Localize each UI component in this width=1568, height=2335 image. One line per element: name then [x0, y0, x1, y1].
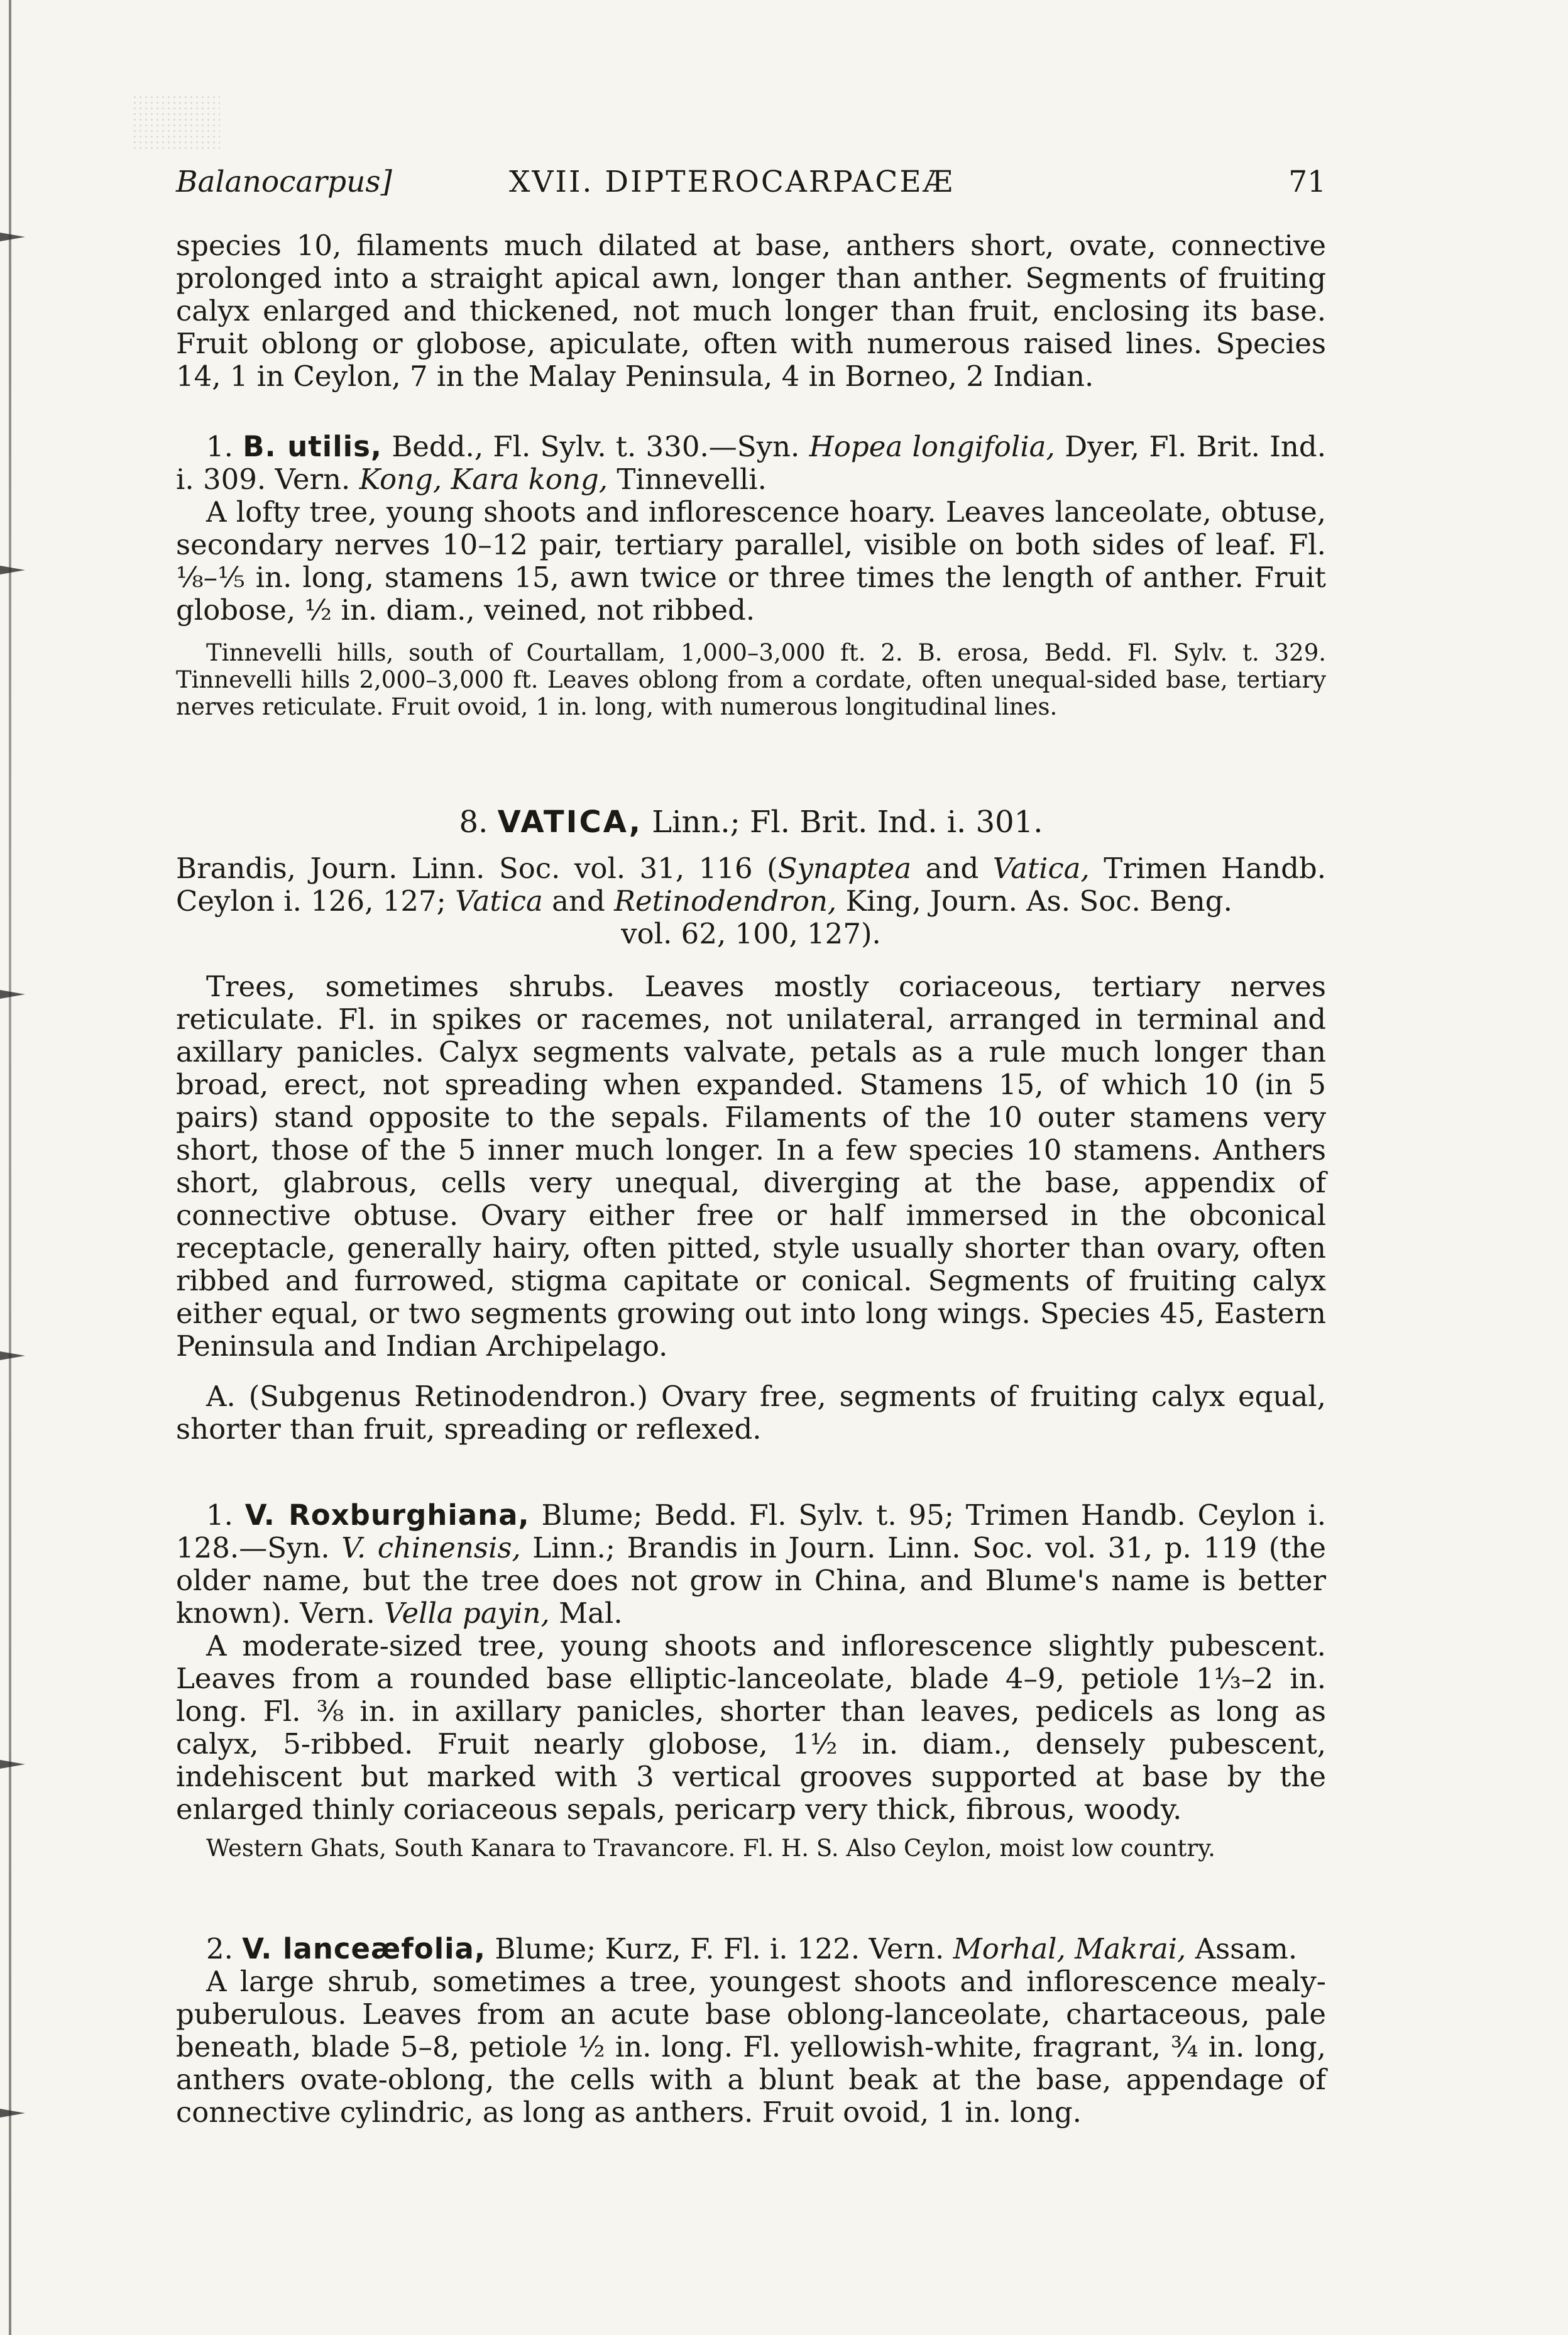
vernacular-name: Morhal, Makrai, — [953, 1932, 1187, 1965]
species-description: A large shrub, sometimes a tree, youngest shoots and inflorescence mealy-puberulous. Leaves from an acute base oblong-lanceolate, chartaceous, pale beneath, blade 5–8, petiole ½ in. long. Fl. yellowish-white, fragrant, ¾ in. long, anthers ovate-oblong, the cells with a blunt beak at the base, appendage of connective cylindric, as long as anthers. Fruit ovoid, 1 in. long. — [176, 1965, 1326, 2129]
distribution-note: Tinnevelli hills, south of Courtallam, 1,000–3,000 ft. 2. B. erosa, Bedd. Fl. Sylv. t. 329. Tinnevelli hills 2,000–3,000 ft. Leaves oblong from a cordate, often unequal-sided base, tertiary nerves reticulate. Fruit ovoid, 1 in. long, with numerous longitudinal lines. — [176, 639, 1326, 720]
binding-mark — [0, 1760, 25, 1769]
genus-references-end: vol. 62, 100, 127). — [621, 917, 881, 950]
synonym-name: Hopea longifolia, — [809, 430, 1055, 463]
subgenus-key: A. (Subgenus Retinodendron.) Ovary free, segments of fruiting calyx equal, shorter than fruit, spreading or reflexed. — [176, 1380, 1326, 1446]
genus-vatica — [176, 803, 1326, 1446]
genus-description-continued — [176, 229, 1326, 393]
species-number: 1. — [206, 430, 233, 463]
binding-mark — [0, 990, 25, 999]
species-name: V. lanceæfolia, — [242, 1932, 486, 1965]
species-citation: 1. V. Roxburghiana, Blume; Bedd. Fl. Sylv. t. 95; Trimen Handb. Ceylon i. 128.—Syn. V. chinensis, Linn.; Brandis in Journ. Linn. Soc. vol. 31, p. 119 (the older name, but the tree does not grow in China, and Blume's name is better known). Vern. Vella payin, Mal. — [176, 1498, 1326, 1630]
vernacular-name: Vella payin, — [384, 1596, 550, 1630]
scan-noise — [132, 94, 220, 151]
header-section: Balanocarpus] — [176, 165, 392, 199]
binding-mark — [0, 566, 25, 574]
header-family: XVII. DIPTEROCARPACEÆ — [509, 165, 955, 199]
species-name: B. utilis, — [243, 430, 382, 463]
species-citation: 2. V. lanceæfolia, Blume; Kurz, F. Fl. i. 122. Vern. Morhal, Makrai, Assam. — [206, 1932, 1298, 1965]
species-entry-v-roxburghiana — [176, 1499, 1326, 1862]
genus-authority: Linn.; Fl. Brit. Ind. i. 301. — [652, 805, 1043, 840]
species-description: A lofty tree, young shoots and inflorescence hoary. Leaves lanceolate, obtuse, secondary nerves 10–12 pair, tertiary parallel, visible on both sides of leaf. Fl. ⅛–⅕ in. long, stamens 15, awn twice or three times the length of anther. Fruit globose, ½ in. diam., veined, not ribbed. — [176, 495, 1326, 627]
binding-edge — [9, 0, 11, 2335]
species-number: 2. — [206, 1932, 233, 1965]
species-entry-b-utilis — [176, 431, 1326, 720]
genus-references: Brandis, Journ. Linn. Soc. vol. 31, 116 (Synaptea and Vatica, Trimen Handb. Ceylon i. 126, 127; Vatica and Retinodendron, King, Journ. As. Soc. Beng. — [176, 852, 1326, 918]
species-name: V. Roxburghiana, — [244, 1498, 530, 1532]
page-number: 71 — [1288, 165, 1326, 199]
species-entry-v-lanceaefolia — [176, 1933, 1326, 2129]
genus-number: 8. — [459, 805, 488, 840]
species-number: 1. — [206, 1498, 233, 1532]
species-description: A moderate-sized tree, young shoots and inflorescence slightly pubescent. Leaves from a rounded base elliptic-lanceolate, blade 4–9, petiole 1⅓–2 in. long. Fl. ⅜ in. in axillary panicles, shorter than leaves, pedicels as long as calyx, 5-ribbed. Fruit nearly globose, 1½ in. diam., densely pubescent, indehiscent but marked with 3 vertical grooves supported at base by the enlarged thinly coriaceous sepals, pericarp very thick, fibrous, woody. — [176, 1629, 1326, 1826]
running-header — [176, 165, 1326, 209]
genus-heading — [176, 803, 1326, 841]
vernacular-name: Kong, Kara kong, — [359, 463, 608, 496]
binding-mark — [0, 2109, 25, 2118]
species-citation: 1. B. utilis, Bedd., Fl. Sylv. t. 330.—Syn. Hopea longifolia, Dyer, Fl. Brit. Ind. i. 309. Vern. Kong, Kara kong, Tinnevelli. — [176, 430, 1327, 496]
synonym-name: V. chinensis, — [341, 1531, 521, 1564]
genus-name: VATICA, — [497, 805, 643, 840]
binding-mark — [0, 233, 25, 241]
paragraph: species 10, filaments much dilated at base, anthers short, ovate, connective prolonged into a straight apical awn, longer than anther. Segments of fruiting calyx enlarged and thickened, not much longer than fruit, enclosing its base. Fruit oblong or globose, apiculate, often with numerous raised lines. Species 14, 1 in Ceylon, 7 in the Malay Peninsula, 4 in Borneo, 2 Indian. — [176, 229, 1326, 393]
genus-description: Trees, sometimes shrubs. Leaves mostly coriaceous, tertiary nerves reticulate. Fl. in spikes or racemes, not unilateral, arranged in terminal and axillary panicles. Calyx segments valvate, petals as a rule much longer than broad, erect, not spreading when expanded. Stamens 15, of which 10 (in 5 pairs) stand opposite to the sepals. Filaments of the 10 outer stamens very short, those of the 5 inner much longer. In a few species 10 stamens. Anthers short, glabrous, cells very unequal, diverging at the base, appendix of connective obtuse. Ovary either free or half immersed in the obconical receptacle, generally hairy, often pitted, style usually shorter than ovary, often ribbed and furrowed, stigma capitate or conical. Segments of fruiting calyx either equal, or two segments growing out into long wings. Species 45, Eastern Peninsula and Indian Archipelago. — [176, 970, 1326, 1363]
binding-mark — [0, 1351, 25, 1360]
distribution-note: Western Ghats, South Kanara to Travancore. Fl. H. S. Also Ceylon, moist low country. — [206, 1835, 1215, 1862]
